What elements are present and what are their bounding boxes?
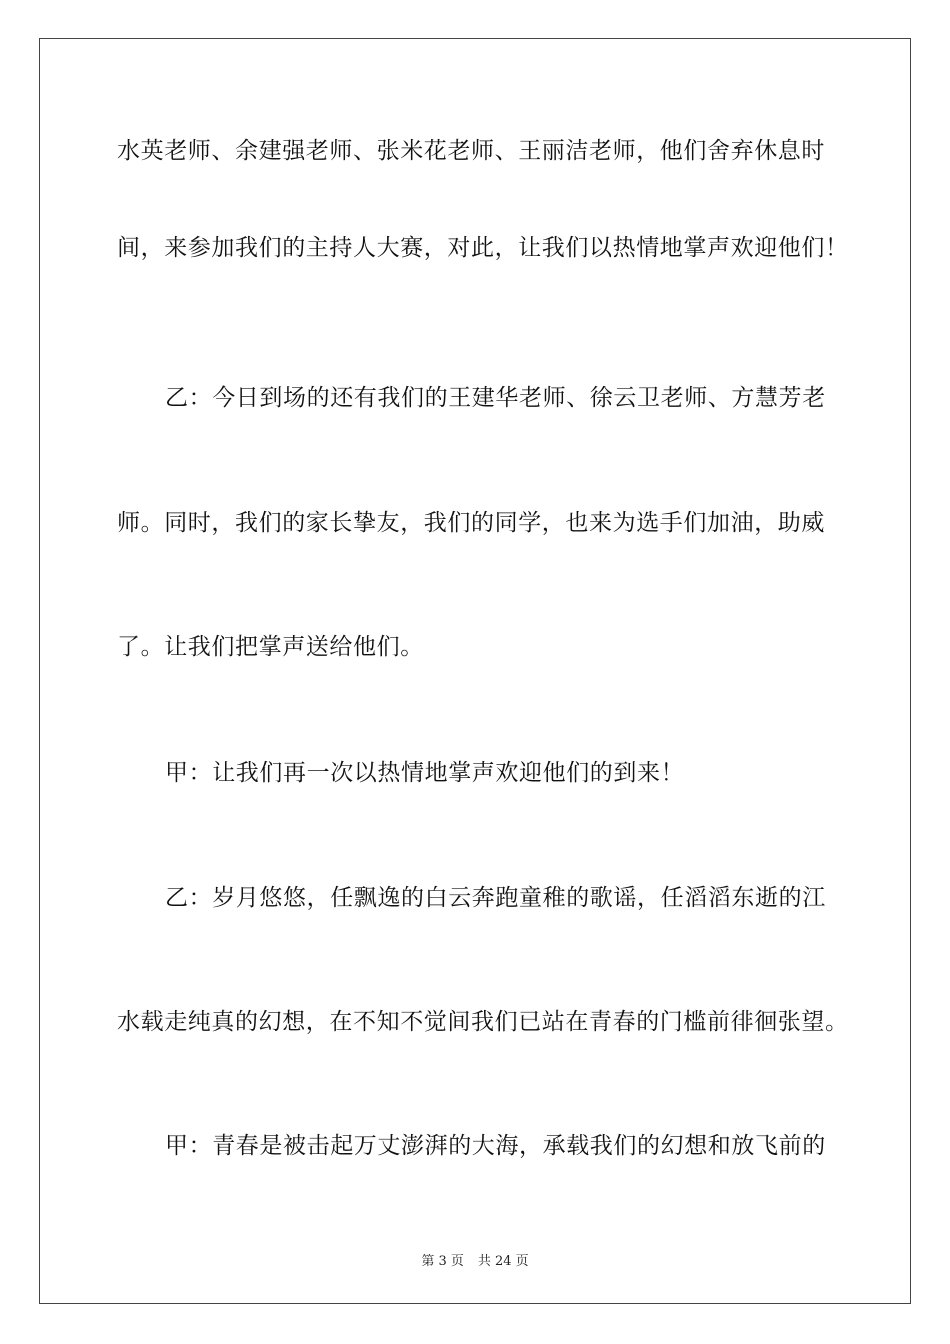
text-line-7: 乙：岁月悠悠，任飘逸的白云奔跑童稚的歌谣，任滔滔东逝的江	[165, 885, 826, 911]
page-footer	[0, 1250, 950, 1269]
text-line-1: 水英老师、余建强老师、张米花老师、王丽洁老师，他们舍弃休息时	[117, 138, 825, 164]
text-line-5: 了。让我们把掌声送给他们。	[117, 634, 424, 660]
text-line-2: 间，来参加我们的主持人大赛，对此，让我们以热情地掌声欢迎他们！	[117, 235, 849, 261]
text-line-4: 师。同时，我们的家长挚友，我们的同学，也来为选手们加油，助威	[117, 510, 825, 536]
page-total: 共 24 页	[477, 1254, 529, 1269]
text-line-9: 甲：青春是被击起万丈澎湃的大海，承载我们的幻想和放飞前的	[165, 1133, 826, 1159]
page-frame	[39, 38, 911, 1304]
text-line-6: 甲：让我们再一次以热情地掌声欢迎他们的到来！	[165, 760, 685, 786]
text-line-3: 乙：今日到场的还有我们的王建华老师、徐云卫老师、方慧芳老	[165, 385, 826, 411]
text-line-8: 水载走纯真的幻想，在不知不觉间我们已站在青春的门槛前徘徊张望。	[117, 1009, 849, 1035]
page-number: 第 3 页	[421, 1254, 464, 1269]
